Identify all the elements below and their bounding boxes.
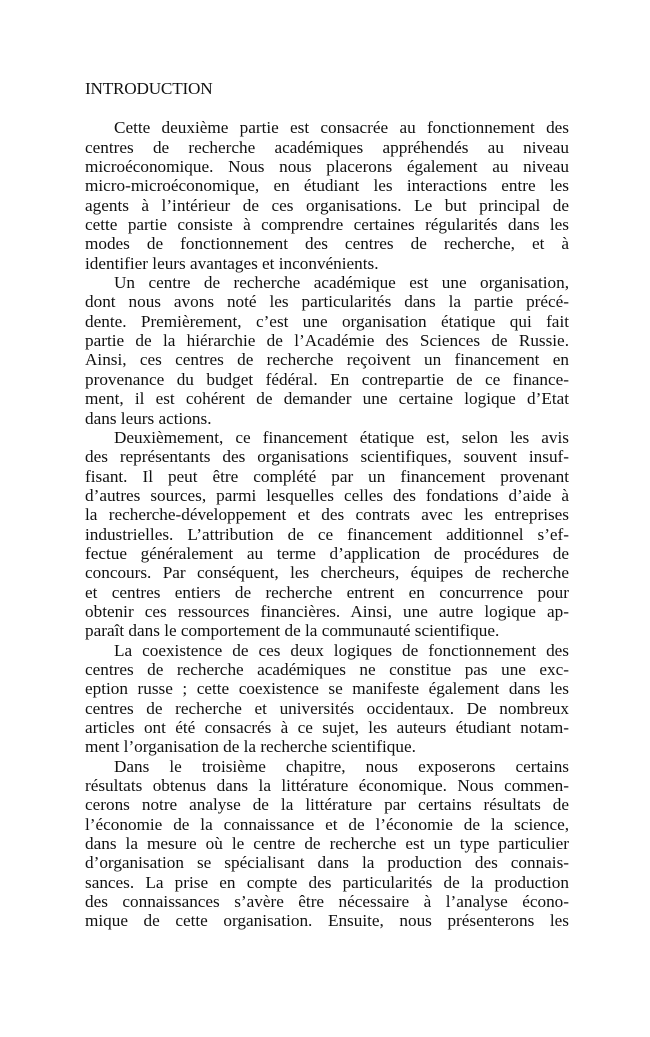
text-line: mique de cette organisation. Ensuite, nous présenterons les [85, 911, 569, 931]
paragraph [85, 641, 569, 757]
text-line: Un centre de recherche académique est une organisation, [114, 273, 569, 293]
text-line: eption russe ; cette coexistence se manifeste également dans les [85, 679, 569, 699]
text-line: Deuxièmement, ce financement étatique est, selon les avis [114, 427, 569, 447]
section-heading: INTRODUCTION [85, 79, 213, 98]
text-line: dans leurs actions. [85, 408, 212, 428]
text-line: l’économie de la connaissance et de l’économie de la science, [85, 814, 569, 834]
text-line: fisant. Il peut être complété par un financement provenant [85, 466, 569, 486]
text-line: des connaissances s’avère être nécessaire à l’analyse écono- [85, 892, 569, 912]
text-line: Dans le troisième chapitre, nous exposerons certains [114, 756, 569, 776]
text-line: modes de fonctionnement des centres de recherche, et à [85, 234, 569, 254]
text-line: Cette deuxième partie est consacrée au fonctionnement des [114, 118, 569, 138]
paragraph [85, 428, 569, 641]
text-line: centres de recherche et universités occidentaux. De nombreux [85, 698, 569, 718]
text-line: la recherche-développement et des contrats avec les entreprises [85, 505, 569, 525]
text-line: dans la mesure où le centre de recherche est un type particulier [85, 834, 569, 854]
text-line: paraît dans le comportement de la communauté scientifique. [85, 621, 500, 641]
text-line: concours. Par conséquent, les chercheurs, équipes de recherche [85, 563, 569, 583]
text-line: Ainsi, ces centres de recherche reçoivent un financement en [85, 350, 569, 370]
text-line: agents à l’intérieur de ces organisations. Le but principal de [85, 195, 569, 215]
paragraph [85, 273, 569, 428]
text-line: d’autres sources, parmi lesquelles celles des fondations d’aide à [85, 485, 569, 505]
text-line: industrielles. L’attribution de ce financement additionnel s’ef- [85, 524, 569, 544]
text-line: cette partie consiste à comprendre certaines régularités dans les [85, 215, 569, 235]
text-line: fectue généralement au terme d’application de procédures de [85, 543, 569, 563]
paragraph [85, 118, 569, 273]
text-line: partie de la hiérarchie de l’Académie des Sciences de Russie. [85, 331, 569, 351]
text-line: La coexistence de ces deux logiques de fonctionnement des [114, 640, 569, 660]
text-line: dont nous avons noté les particularités dans la partie précé- [85, 292, 569, 312]
text-line: centres de recherche académiques ne constitue pas une exc- [85, 659, 569, 679]
paragraph [85, 757, 569, 931]
document-body [85, 118, 569, 930]
text-line: centres de recherche académiques appréhendés au niveau [85, 137, 569, 157]
text-line: et centres entiers de recherche entrent en concurrence pour [85, 582, 569, 602]
text-line: dente. Premièrement, c’est une organisation étatique qui fait [85, 311, 569, 331]
text-line: ment l’organisation de la recherche scientifique. [85, 737, 416, 757]
text-line: obtenir ces ressources financières. Ainsi, une autre logique ap- [85, 601, 569, 621]
text-line: cerons notre analyse de la littérature par certains résultats de [85, 795, 569, 815]
text-line: d’organisation se spécialisant dans la production des connais- [85, 853, 569, 873]
text-line: sances. La prise en compte des particularités de la production [85, 872, 569, 892]
text-line: des représentants des organisations scientifiques, souvent insuf- [85, 447, 569, 467]
text-line: identifier leurs avantages et inconvénients. [85, 253, 379, 273]
text-line: résultats obtenus dans la littérature économique. Nous commen- [85, 776, 569, 796]
document-page [85, 79, 569, 931]
text-line: micro-microéconomique, en étudiant les interactions entre les [85, 176, 569, 196]
text-line: provenance du budget fédéral. En contrepartie de ce finance- [85, 369, 569, 389]
text-line: ment, il est cohérent de demander une certaine logique d’Etat [85, 389, 569, 409]
text-line: articles ont été consacrés à ce sujet, les auteurs étudiant notam- [85, 718, 569, 737]
text-line: microéconomique. Nous nous placerons également au niveau [85, 157, 569, 177]
